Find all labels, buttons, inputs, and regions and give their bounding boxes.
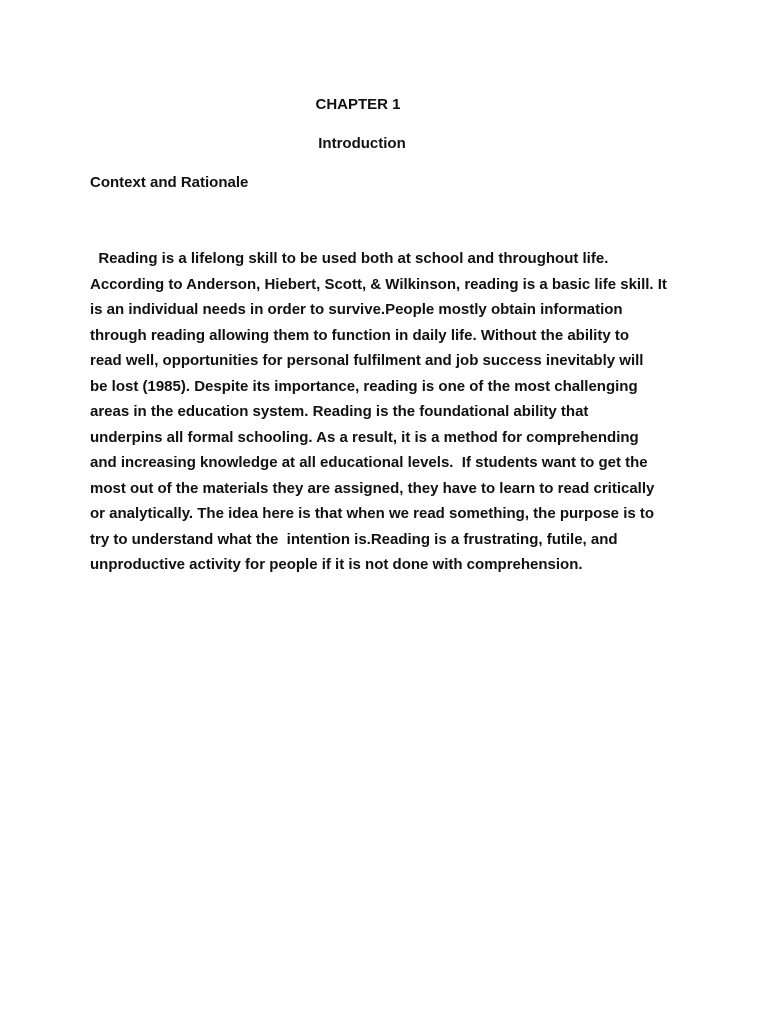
section-heading: Context and Rationale: [90, 174, 249, 191]
paragraph-line: According to Anderson, Hiebert, Scott, & Wilkinson, reading is a basic life skill. It: [90, 275, 667, 293]
paragraph-line: is an individual needs in order to survive.People mostly obtain information: [90, 301, 623, 318]
page-title: Introduction: [318, 135, 406, 152]
paragraph-line: unproductive activity for people if it is not done with comprehension.: [90, 556, 583, 573]
body-paragraph: [90, 246, 680, 578]
paragraph-line: or analytically. The idea here is that when we read something, the purpose is to: [90, 505, 655, 522]
paragraph-line: be lost (1985). Despite its importance, reading is one of the most challenging: [90, 377, 638, 395]
paragraph-line: Reading is a lifelong skill to be used both at school and throughout life.: [90, 250, 609, 267]
chapter-heading: CHAPTER 1: [315, 96, 401, 113]
paragraph-line: try to understand what the intention is.Reading is a frustrating, futile, and: [90, 530, 618, 548]
paragraph-line: and increasing knowledge at all educational levels. If students want to get the: [90, 454, 648, 471]
paragraph-line: underpins all formal schooling. As a result, it is a method for comprehending: [90, 428, 639, 446]
paragraph-line: through reading allowing them to function in daily life. Without the ability to: [90, 326, 630, 344]
paragraph-line: areas in the education system. Reading is the foundational ability that: [90, 403, 589, 420]
paragraph-line: read well, opportunities for personal fulfilment and job success inevitably will: [90, 352, 644, 369]
paragraph-line: most out of the materials they are assigned, they have to learn to read critically: [90, 479, 655, 497]
